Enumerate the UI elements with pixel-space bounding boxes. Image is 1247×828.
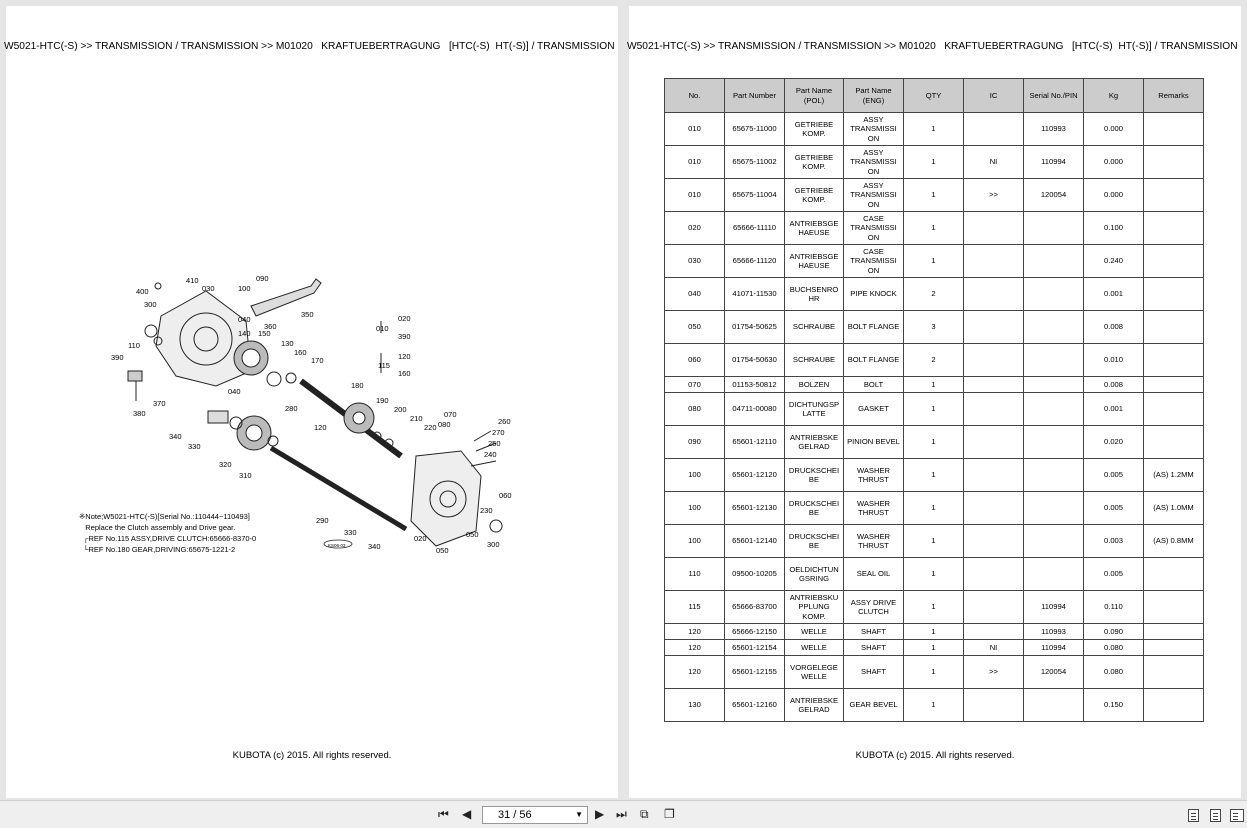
table-cell: 1 xyxy=(904,689,964,722)
table-cell: DICHTUNGSP LATTE xyxy=(785,393,844,426)
table-row xyxy=(665,179,1204,212)
note-line: ┌REF No.115 ASSY,DRIVE CLUTCH:65666-8370-0 xyxy=(79,534,257,543)
table-cell: BOLT FLANGE xyxy=(844,311,904,344)
table-cell xyxy=(964,689,1024,722)
table-row xyxy=(665,640,1204,656)
table-cell: 1 xyxy=(904,459,964,492)
table-cell: 65601-12140 xyxy=(725,525,785,558)
table-cell: 3 xyxy=(904,311,964,344)
table-cell: ASSY DRIVE CLUTCH xyxy=(844,591,904,624)
table-cell xyxy=(964,278,1024,311)
svg-text:120: 120 xyxy=(314,423,327,432)
table-cell xyxy=(964,245,1024,278)
table-cell: 090 xyxy=(665,426,725,459)
table-cell: 1 xyxy=(904,212,964,245)
left-page xyxy=(6,6,618,798)
svg-text:310: 310 xyxy=(239,471,252,480)
table-row xyxy=(665,212,1204,245)
fit-page-icon[interactable]: ⧉ xyxy=(640,807,649,821)
table-cell: 0.003 xyxy=(1084,525,1144,558)
parts-table xyxy=(664,78,1204,722)
table-cell: SHAFT xyxy=(844,656,904,689)
table-cell: WASHER THRUST xyxy=(844,492,904,525)
table-cell xyxy=(1144,624,1204,640)
table-row xyxy=(665,656,1204,689)
note-line: └REF No.180 GEAR,DRIVING:65675-1221-2 xyxy=(79,545,236,554)
svg-text:380: 380 xyxy=(133,409,146,418)
col-header: IC xyxy=(964,79,1024,113)
table-cell: 110 xyxy=(665,558,725,591)
table-cell: 1 xyxy=(904,393,964,426)
table-cell: 100 xyxy=(665,492,725,525)
single-page-view-icon[interactable] xyxy=(1188,809,1199,822)
table-cell: 0.080 xyxy=(1084,640,1144,656)
svg-text:300: 300 xyxy=(487,540,500,549)
table-cell: 115 xyxy=(665,591,725,624)
table-cell: 070 xyxy=(665,377,725,393)
table-cell: 0.005 xyxy=(1084,558,1144,591)
svg-text:360: 360 xyxy=(264,322,277,331)
table-cell: 65601-12130 xyxy=(725,492,785,525)
table-cell xyxy=(1144,278,1204,311)
svg-text:330: 330 xyxy=(188,442,201,451)
table-cell: 0.005 xyxy=(1084,492,1144,525)
svg-text:260: 260 xyxy=(498,417,511,426)
table-cell: PIPE KNOCK xyxy=(844,278,904,311)
table-cell: 010 xyxy=(665,179,725,212)
table-cell: DRUCKSCHEI BE xyxy=(785,459,844,492)
table-cell: 120 xyxy=(665,656,725,689)
table-cell: 010 xyxy=(665,146,725,179)
table-cell: 110994 xyxy=(1024,146,1084,179)
col-header: Serial No./PIN xyxy=(1024,79,1084,113)
svg-text:080: 080 xyxy=(438,420,451,429)
table-cell: 0.001 xyxy=(1084,393,1144,426)
table-cell: BOLZEN xyxy=(785,377,844,393)
svg-text:270: 270 xyxy=(492,428,505,437)
table-cell: 1 xyxy=(904,377,964,393)
table-cell xyxy=(964,212,1024,245)
table-cell: 1 xyxy=(904,492,964,525)
table-row xyxy=(665,344,1204,377)
table-cell: 050 xyxy=(665,311,725,344)
table-cell: WASHER THRUST xyxy=(844,459,904,492)
svg-text:300: 300 xyxy=(144,300,157,309)
first-page-icon[interactable]: ⏮ xyxy=(438,807,449,821)
table-cell: 0.008 xyxy=(1084,377,1144,393)
svg-text:190: 190 xyxy=(376,396,389,405)
svg-text:130: 130 xyxy=(281,339,294,348)
table-cell xyxy=(964,525,1024,558)
table-cell xyxy=(964,113,1024,146)
table-cell: SHAFT xyxy=(844,640,904,656)
table-cell xyxy=(964,624,1024,640)
svg-text:160: 160 xyxy=(294,348,307,357)
table-cell: (AS) 1.0MM xyxy=(1144,492,1204,525)
table-cell: 65675-11002 xyxy=(725,146,785,179)
table-cell: 65601-12160 xyxy=(725,689,785,722)
table-cell: 1 xyxy=(904,558,964,591)
svg-text:320: 320 xyxy=(219,460,232,469)
table-cell: NI xyxy=(964,640,1024,656)
table-cell: 2 xyxy=(904,278,964,311)
table-cell: 04711-00080 xyxy=(725,393,785,426)
table-cell: (AS) 0.8MM xyxy=(1144,525,1204,558)
svg-text:370: 370 xyxy=(153,399,166,408)
table-cell xyxy=(1144,113,1204,146)
table-cell xyxy=(1144,689,1204,722)
table-cell: 65666-83700 xyxy=(725,591,785,624)
table-row xyxy=(665,245,1204,278)
table-cell xyxy=(1144,245,1204,278)
svg-text:120: 120 xyxy=(398,352,411,361)
table-cell: 0.008 xyxy=(1084,311,1144,344)
table-cell: 130 xyxy=(665,689,725,722)
table-cell: 1 xyxy=(904,146,964,179)
table-cell: SCHRAUBE xyxy=(785,311,844,344)
two-page-icon[interactable]: ❐ xyxy=(664,807,675,821)
table-cell: ASSY TRANSMISSI ON xyxy=(844,179,904,212)
table-cell: DRUCKSCHEI BE xyxy=(785,492,844,525)
table-cell: 1 xyxy=(904,245,964,278)
table-cell: 65601-12154 xyxy=(725,640,785,656)
table-cell: 110994 xyxy=(1024,591,1084,624)
table-cell xyxy=(1024,689,1084,722)
table-cell: 1 xyxy=(904,656,964,689)
table-cell: 0.010 xyxy=(1084,344,1144,377)
table-row xyxy=(665,558,1204,591)
chevron-down-icon: ▼ xyxy=(575,810,583,819)
table-cell xyxy=(964,377,1024,393)
svg-text:350: 350 xyxy=(301,310,314,319)
table-cell: >> xyxy=(964,179,1024,212)
table-cell: 1 xyxy=(904,591,964,624)
table-cell: BUCHSENRO HR xyxy=(785,278,844,311)
table-cell: 0.000 xyxy=(1084,179,1144,212)
table-cell: 1 xyxy=(904,426,964,459)
svg-text:115: 115 xyxy=(378,361,390,370)
table-cell: 65601-12155 xyxy=(725,656,785,689)
table-row xyxy=(665,426,1204,459)
svg-text:330: 330 xyxy=(344,528,357,537)
svg-text:010: 010 xyxy=(376,324,389,333)
table-cell xyxy=(1024,377,1084,393)
table-cell xyxy=(1024,558,1084,591)
table-cell: 110993 xyxy=(1024,113,1084,146)
table-row xyxy=(665,624,1204,640)
table-cell: 0.000 xyxy=(1084,113,1144,146)
svg-text:040: 040 xyxy=(238,315,251,324)
table-cell xyxy=(1144,311,1204,344)
table-cell: DRUCKSCHEI BE xyxy=(785,525,844,558)
table-row xyxy=(665,525,1204,558)
svg-text:030: 030 xyxy=(202,284,215,293)
table-cell: 0.240 xyxy=(1084,245,1144,278)
table-row xyxy=(665,377,1204,393)
table-cell xyxy=(1024,278,1084,311)
table-cell xyxy=(1024,245,1084,278)
svg-text:090: 090 xyxy=(256,274,269,283)
table-cell: 120 xyxy=(665,640,725,656)
table-cell: 0.100 xyxy=(1084,212,1144,245)
page-footer: KUBOTA (c) 2015. All rights reserved. xyxy=(855,750,1015,761)
table-cell xyxy=(1024,525,1084,558)
table-cell: 65666-12150 xyxy=(725,624,785,640)
table-cell: >> xyxy=(964,656,1024,689)
col-header: Part Name (POL) xyxy=(785,79,844,113)
svg-text:040: 040 xyxy=(228,387,241,396)
svg-text:070: 070 xyxy=(444,410,457,419)
svg-text:060: 060 xyxy=(499,491,512,500)
table-cell: 1 xyxy=(904,624,964,640)
table-cell: 41071-11530 xyxy=(725,278,785,311)
table-cell: WELLE xyxy=(785,624,844,640)
table-cell: 0.000 xyxy=(1084,146,1144,179)
table-cell: 120054 xyxy=(1024,656,1084,689)
table-row xyxy=(665,492,1204,525)
table-cell xyxy=(1144,393,1204,426)
table-cell xyxy=(1144,640,1204,656)
table-row xyxy=(665,591,1204,624)
table-cell: ANTRIEBSGE HAEUSE xyxy=(785,212,844,245)
col-header: Part Name (ENG) xyxy=(844,79,904,113)
table-cell: VORGELEGE WELLE xyxy=(785,656,844,689)
table-cell: CASE TRANSMISSI ON xyxy=(844,245,904,278)
table-cell xyxy=(1144,344,1204,377)
table-cell: OELDICHTUN GSRING xyxy=(785,558,844,591)
diagram-note xyxy=(79,511,256,555)
svg-text:280: 280 xyxy=(285,404,298,413)
continuous-view-icon[interactable] xyxy=(1210,809,1221,822)
table-cell xyxy=(1024,311,1084,344)
table-cell: (AS) 1.2MM xyxy=(1144,459,1204,492)
table-cell: GEAR BEVEL xyxy=(844,689,904,722)
table-row xyxy=(665,689,1204,722)
table-cell: PINION BEVEL xyxy=(844,426,904,459)
table-cell: ASSY TRANSMISSI ON xyxy=(844,146,904,179)
table-cell: 0.080 xyxy=(1084,656,1144,689)
page-indicator: 31 / 56 xyxy=(498,809,532,821)
svg-text:340: 340 xyxy=(368,542,381,551)
table-cell xyxy=(964,492,1024,525)
col-header: Kg xyxy=(1084,79,1144,113)
table-cell: 100 xyxy=(665,459,725,492)
table-cell: BOLT FLANGE xyxy=(844,344,904,377)
note-line: Replace the Clutch assembly and Drive gear. xyxy=(79,523,236,532)
table-cell xyxy=(964,459,1024,492)
svg-text:230: 230 xyxy=(480,506,493,515)
table-cell: ANTRIEBSGE HAEUSE xyxy=(785,245,844,278)
table-cell: GASKET xyxy=(844,393,904,426)
svg-text:160: 160 xyxy=(398,369,411,378)
svg-text:140: 140 xyxy=(238,329,251,338)
page-footer: KUBOTA (c) 2015. All rights reserved. xyxy=(232,750,392,761)
last-page-icon[interactable]: ⏭ xyxy=(616,807,627,821)
table-cell: 1 xyxy=(904,113,964,146)
table-cell: 010 xyxy=(665,113,725,146)
next-page-icon[interactable]: ▶ xyxy=(595,807,605,821)
page-header: W5021-HTC(-S) >> TRANSMISSION / TRANSMISSION >> M01020 KRAFTUEBERTRAGUNG [HTC(-S) HT(-S)] / TRANSMISSION xyxy=(627,41,1238,52)
svg-text:400: 400 xyxy=(136,287,149,296)
table-cell xyxy=(1024,492,1084,525)
table-cell: 030 xyxy=(665,245,725,278)
col-header: Part Number xyxy=(725,79,785,113)
table-cell: 120054 xyxy=(1024,179,1084,212)
table-cell xyxy=(964,311,1024,344)
svg-text:050: 050 xyxy=(466,530,479,539)
table-cell: GETRIEBE KOMP. xyxy=(785,179,844,212)
svg-text:390: 390 xyxy=(398,332,411,341)
right-page xyxy=(629,6,1241,798)
table-cell: GETRIEBE KOMP. xyxy=(785,113,844,146)
table-row xyxy=(665,393,1204,426)
table-cell: BOLT xyxy=(844,377,904,393)
diagram-code: KS06-03 xyxy=(328,543,346,548)
table-cell: 0.020 xyxy=(1084,426,1144,459)
table-cell: 1 xyxy=(904,525,964,558)
table-cell: NI xyxy=(964,146,1024,179)
table-cell xyxy=(1144,558,1204,591)
svg-text:220: 220 xyxy=(424,423,437,432)
table-cell: 040 xyxy=(665,278,725,311)
table-cell: 65675-11004 xyxy=(725,179,785,212)
table-cell xyxy=(1144,146,1204,179)
table-cell: 100 xyxy=(665,525,725,558)
svg-text:340: 340 xyxy=(169,432,182,441)
table-cell: 2 xyxy=(904,344,964,377)
table-cell: 65666-11120 xyxy=(725,245,785,278)
col-header: No. xyxy=(665,79,725,113)
table-cell xyxy=(1144,426,1204,459)
table-cell: SEAL OIL xyxy=(844,558,904,591)
svg-text:250: 250 xyxy=(488,439,501,448)
table-cell: 01754-50630 xyxy=(725,344,785,377)
table-row xyxy=(665,311,1204,344)
table-cell: 65601-12110 xyxy=(725,426,785,459)
table-cell xyxy=(964,558,1024,591)
parts-table-body xyxy=(665,113,1204,722)
table-cell: 65666-11110 xyxy=(725,212,785,245)
table-row xyxy=(665,146,1204,179)
table-cell xyxy=(964,591,1024,624)
table-row xyxy=(665,459,1204,492)
svg-text:170: 170 xyxy=(311,356,324,365)
table-cell: SCHRAUBE xyxy=(785,344,844,377)
table-cell: 01754-50625 xyxy=(725,311,785,344)
page-header: W5021-HTC(-S) >> TRANSMISSION / TRANSMISSION >> M01020 KRAFTUEBERTRAGUNG [HTC(-S) HT(-S)] / TRANSMISSION xyxy=(4,41,615,52)
svg-text:210: 210 xyxy=(410,414,423,423)
table-cell: 060 xyxy=(665,344,725,377)
table-cell: ANTRIEBSKE GELRAD xyxy=(785,689,844,722)
svg-text:240: 240 xyxy=(484,450,497,459)
col-header: QTY xyxy=(904,79,964,113)
table-cell xyxy=(964,426,1024,459)
table-cell: ANTRIEBSKE GELRAD xyxy=(785,426,844,459)
table-cell: WASHER THRUST xyxy=(844,525,904,558)
table-cell: SHAFT xyxy=(844,624,904,640)
table-header-row xyxy=(665,79,1204,113)
table-cell: 65601-12120 xyxy=(725,459,785,492)
table-cell: ANTRIEBSKU PPLUNG KOMP. xyxy=(785,591,844,624)
svg-text:100: 100 xyxy=(238,284,251,293)
svg-text:050: 050 xyxy=(436,546,449,555)
table-cell: WELLE xyxy=(785,640,844,656)
table-cell: 01153-50812 xyxy=(725,377,785,393)
previous-page-icon[interactable]: ◀ xyxy=(462,807,472,821)
svg-text:200: 200 xyxy=(394,405,407,414)
table-cell: ASSY TRANSMISSI ON xyxy=(844,113,904,146)
table-row xyxy=(665,278,1204,311)
table-cell: 0.090 xyxy=(1084,624,1144,640)
table-cell: 0.150 xyxy=(1084,689,1144,722)
table-cell: 65675-11000 xyxy=(725,113,785,146)
table-cell xyxy=(1024,426,1084,459)
svg-text:290: 290 xyxy=(316,516,329,525)
table-cell xyxy=(1024,344,1084,377)
viewer-toolbar xyxy=(0,800,1247,828)
table-cell: 0.110 xyxy=(1084,591,1144,624)
table-cell: 1 xyxy=(904,179,964,212)
svg-text:180: 180 xyxy=(351,381,364,390)
svg-text:110: 110 xyxy=(128,341,140,350)
table-cell: 120 xyxy=(665,624,725,640)
table-cell xyxy=(1144,656,1204,689)
table-cell xyxy=(1024,459,1084,492)
table-cell: 110994 xyxy=(1024,640,1084,656)
table-cell: GETRIEBE KOMP. xyxy=(785,146,844,179)
table-cell xyxy=(1144,591,1204,624)
svg-text:020: 020 xyxy=(414,534,427,543)
table-cell: 110993 xyxy=(1024,624,1084,640)
table-cell: 0.001 xyxy=(1084,278,1144,311)
table-cell: 020 xyxy=(665,212,725,245)
table-cell: 09500-10205 xyxy=(725,558,785,591)
table-cell xyxy=(964,344,1024,377)
table-cell: 080 xyxy=(665,393,725,426)
svg-text:150: 150 xyxy=(258,329,271,338)
note-line: ※Note;W5021-HTC(-S)[Serial No.:110444~110493] xyxy=(79,512,250,521)
col-header: Remarks xyxy=(1144,79,1204,113)
facing-view-icon[interactable] xyxy=(1230,809,1244,822)
table-cell: 0.005 xyxy=(1084,459,1144,492)
page-selector[interactable] xyxy=(482,806,588,824)
table-cell xyxy=(1144,212,1204,245)
table-cell: 1 xyxy=(904,640,964,656)
table-cell xyxy=(964,393,1024,426)
table-cell xyxy=(1024,212,1084,245)
table-row xyxy=(665,113,1204,146)
table-cell xyxy=(1144,377,1204,393)
table-cell xyxy=(1024,393,1084,426)
table-cell xyxy=(1144,179,1204,212)
svg-text:410: 410 xyxy=(186,276,199,285)
svg-text:390: 390 xyxy=(111,353,124,362)
svg-text:020: 020 xyxy=(398,314,411,323)
table-cell: CASE TRANSMISSI ON xyxy=(844,212,904,245)
